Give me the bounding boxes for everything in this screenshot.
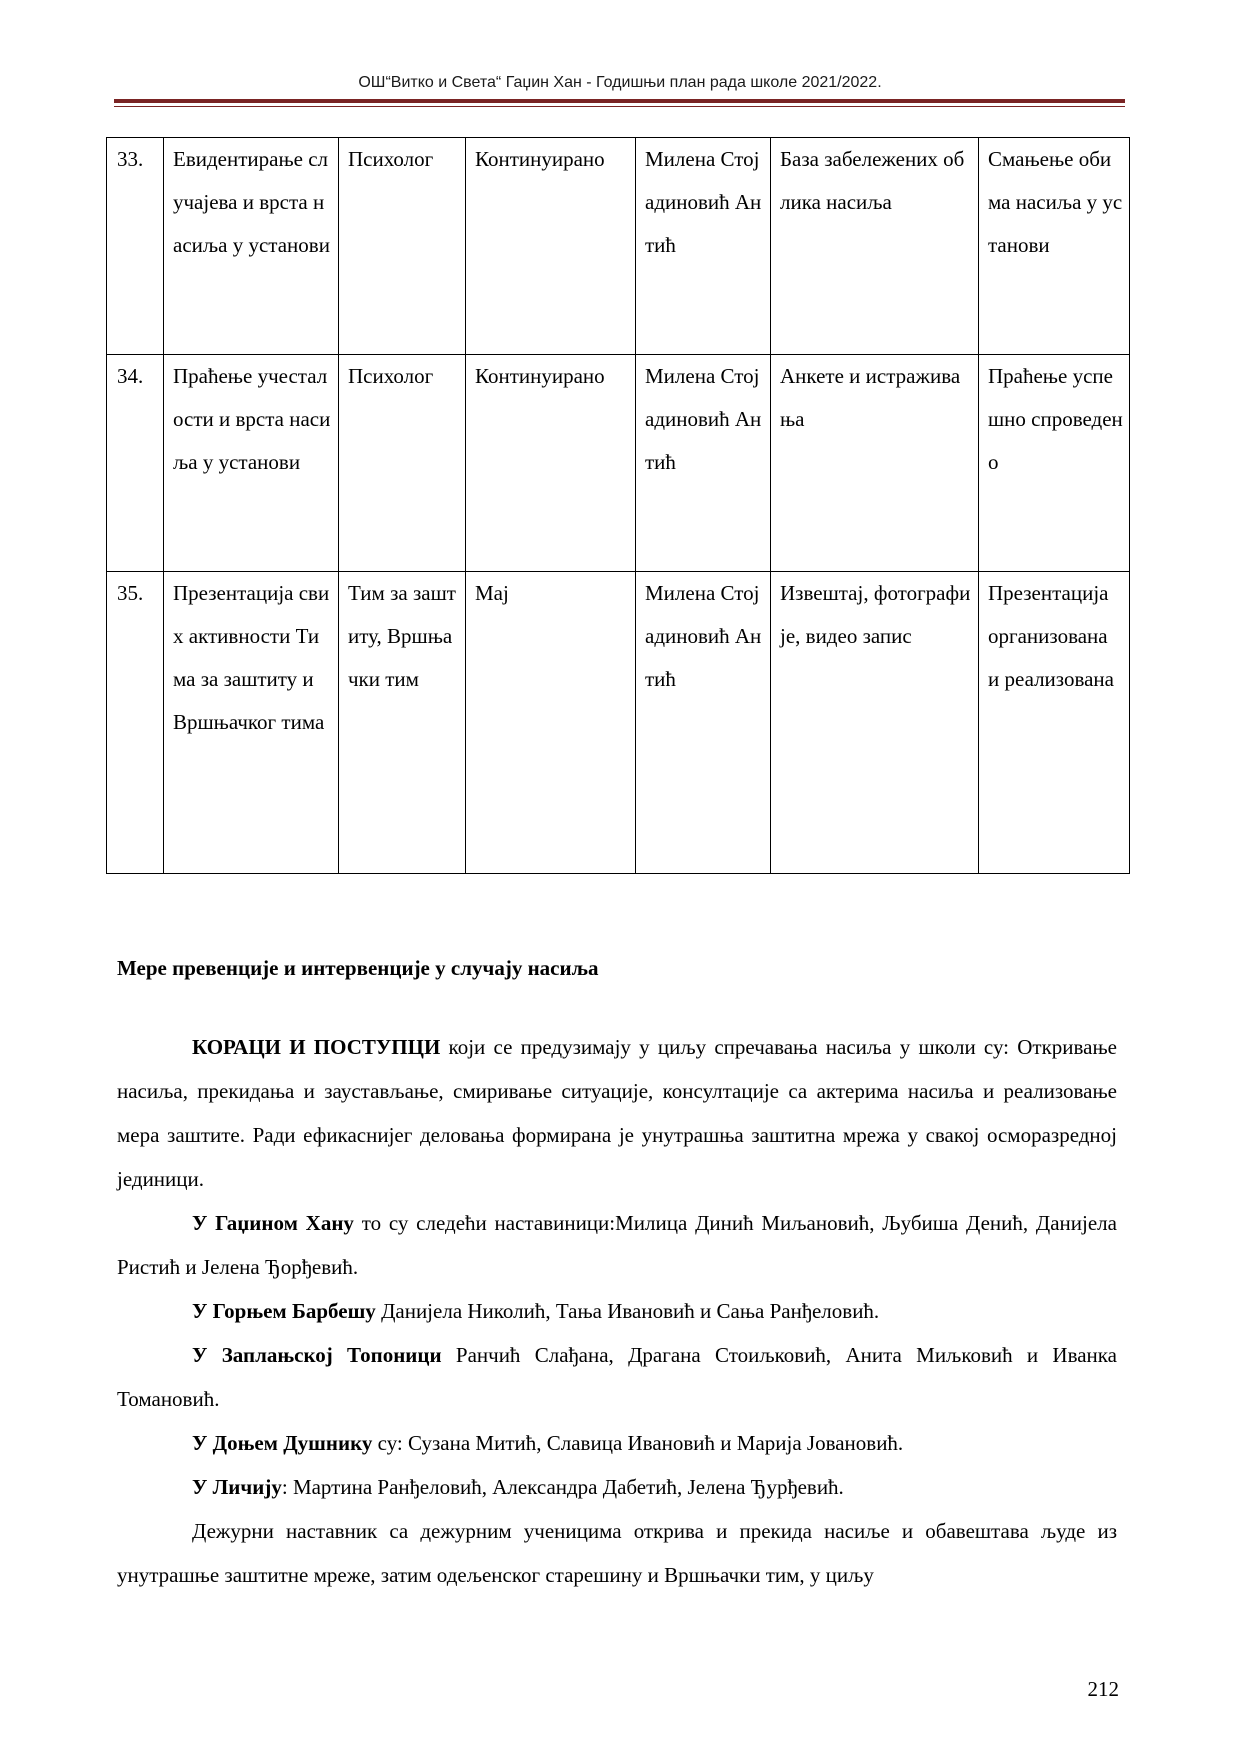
header-rule-thin [114,106,1125,107]
outcome-cell: Презентација организована и реализована [979,572,1130,874]
bold-lead: У Личију [192,1475,282,1499]
paragraph-text: Дежурни наставник са дежурним ученицима открива и прекида насиље и обавештава људе из унутрашње заштитне мреже, затим одељенског старешину и Вршњачки тим, у циљу [117,1519,1117,1587]
paragraph-text: Ранчић Слађана, Драгана Стоиљковић, Анита Миљковић и Иванка Томановић. [117,1343,1117,1411]
paragraph [117,1421,1117,1465]
body-text [117,1025,1117,1597]
bold-lead: У Доњем Душнику [192,1431,373,1455]
responsible-cell: Милена Стојадиновић Антић [636,355,771,572]
evidence-cell: База забележених облика насиља [771,138,979,355]
carrier-cell: Тим за заштиту, Вршњачки тим [339,572,466,874]
paragraph [117,1025,1117,1201]
activity-cell: Презентација свих активности Тима за заштиту и Вршњачког тима [164,572,339,874]
bold-lead: КОРАЦИ И ПОСТУПЦИ [192,1035,441,1059]
table-row [107,355,1130,572]
time-cell: Континуирано [466,355,636,572]
evidence-cell: Извештај, фотографије, видео запис [771,572,979,874]
carrier-cell: Психолог [339,138,466,355]
paragraph-text: Данијела Николић, Тања Ивановић и Сања Ранђеловић. [375,1299,880,1323]
paragraph [117,1201,1117,1289]
paragraph [117,1333,1117,1421]
carrier-cell: Психолог [339,355,466,572]
table-row [107,138,1130,355]
document-header: ОШ“Витко и Света“ Гаџин Хан - Годишњи план рада школе 2021/2022. [358,74,882,91]
paragraph [117,1289,1117,1333]
paragraph [117,1509,1117,1597]
time-cell: Континуирано [466,138,636,355]
bold-lead: У Гаџином Хану [192,1211,354,1235]
header-rule [114,99,1125,103]
activity-plan-table [106,137,1130,874]
row-number: 35. [107,572,164,874]
evidence-cell: Анкете и истраживања [771,355,979,572]
responsible-cell: Милена Стојадиновић Антић [636,572,771,874]
activity-cell: Евидентирање случајева и врста насиља у установи [164,138,339,355]
bold-lead: У Горњем Барбешу [192,1299,376,1323]
outcome-cell: Смањење обима насиља у установи [979,138,1130,355]
bold-lead: У Заплањској Топоници [192,1343,442,1367]
paragraph-text: су: Сузана Митић, Славица Ивановић и Марија Јовановић. [372,1431,904,1455]
paragraph-text: који се предузимају у циљу спречавања насиља у школи су: Откривање насиља, прекидања и заустављање, смиривање ситуације, консултације са актерима насиља и реализовање мера заштите. Ради ефикаснијег деловања формирана је унутрашња заштитна мрежа у свакој осморазредној јединици. [117,1035,1117,1191]
row-number: 34. [107,355,164,572]
time-cell: Мај [466,572,636,874]
responsible-cell: Милена Стојадиновић Антић [636,138,771,355]
activity-cell: Праћење учесталости и врста насиља у установи [164,355,339,572]
paragraph-text: : Мартина Ранђеловић, Александра Дабетић, Јелена Ђурђевић. [281,1475,844,1499]
table-row [107,572,1130,874]
paragraph [117,1465,1117,1509]
outcome-cell: Праћење успешно спроведено [979,355,1130,572]
row-number: 33. [107,138,164,355]
paragraph-text: то су следећи наставиници:Милица Динић Миљановић, Љубиша Денић, Данијела Ристић и Јелена Ђорђевић. [117,1211,1117,1279]
page-number: 212 [1087,1677,1119,1701]
section-title: Мере превенције и интервенције у случају насиља [117,956,599,980]
